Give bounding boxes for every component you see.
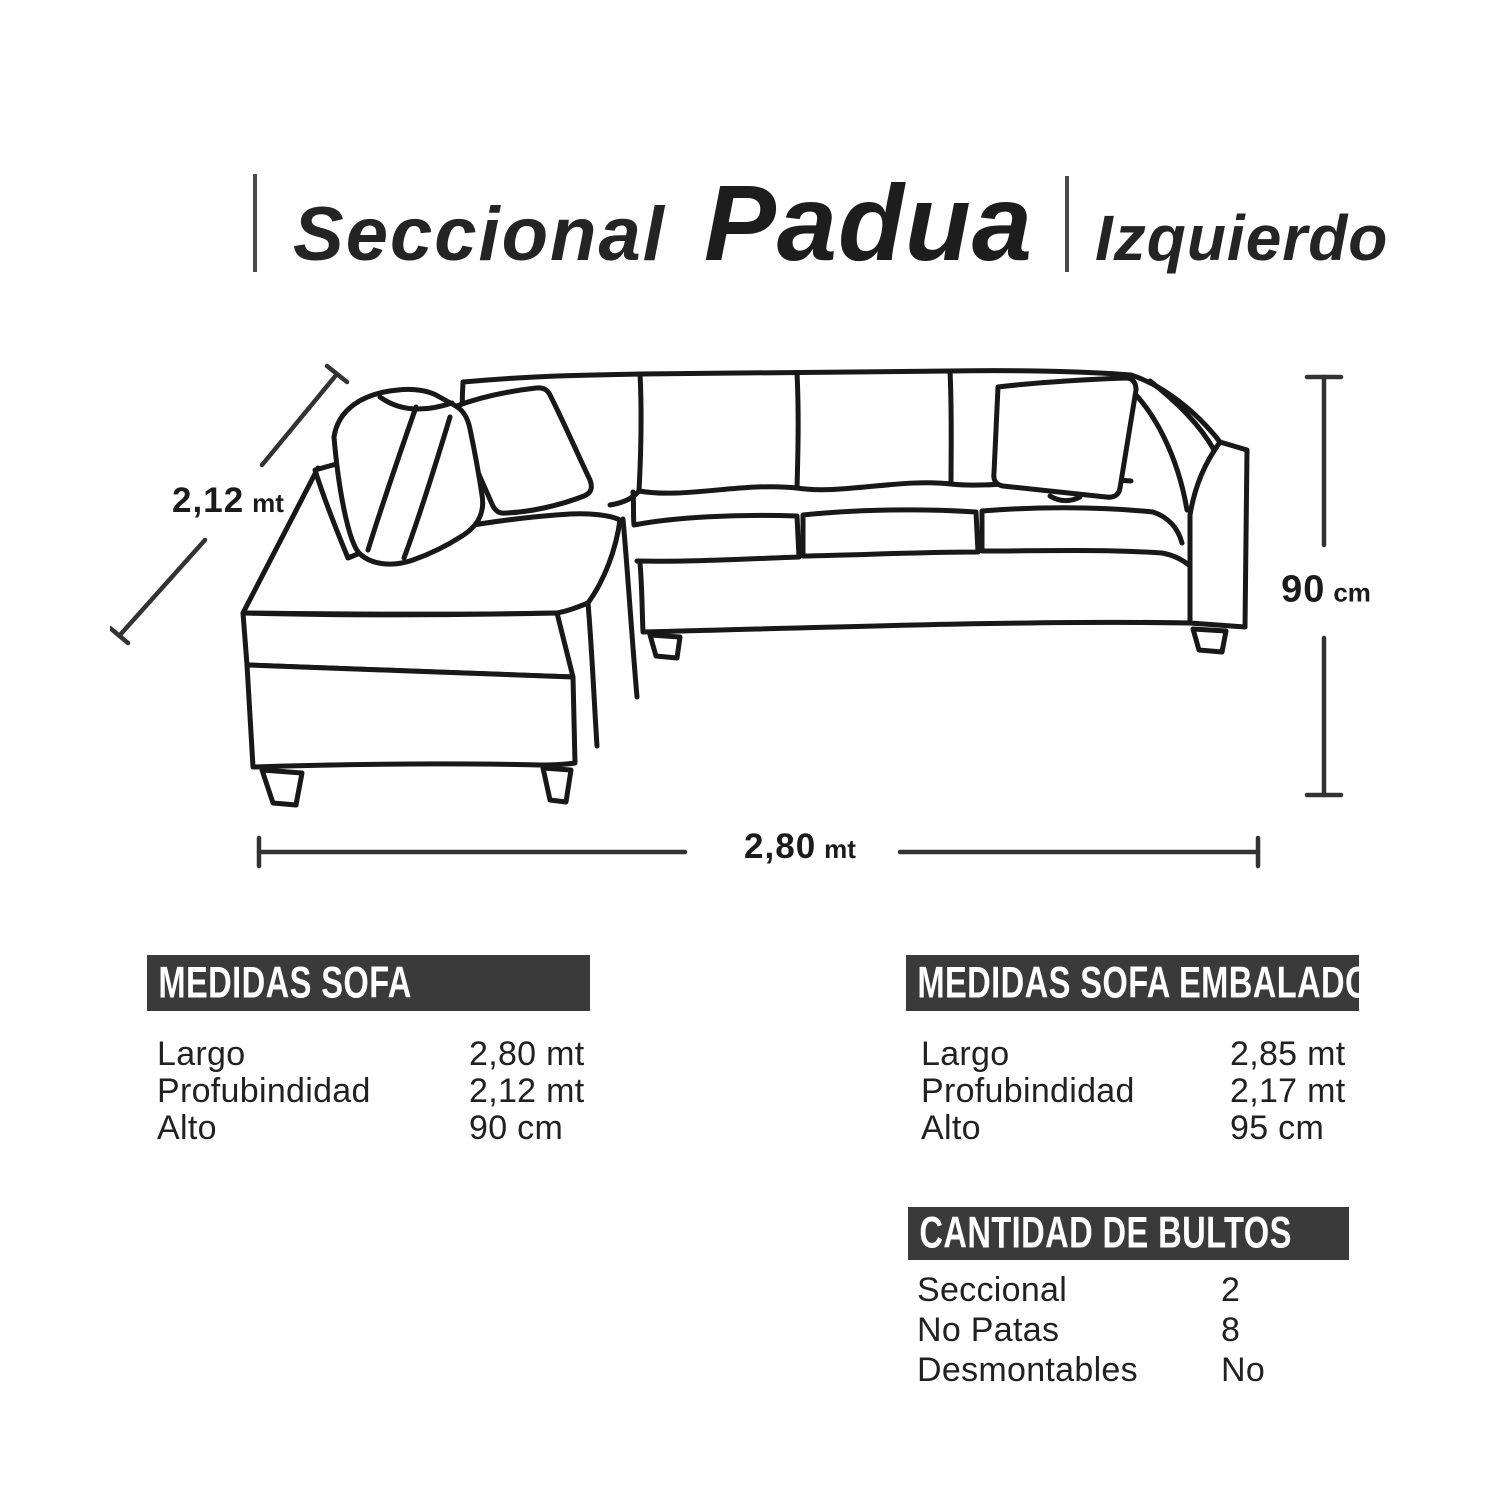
spec-row (157, 1110, 597, 1147)
spec-label: Seccional (917, 1271, 1068, 1309)
table-header-label: CANTIDAD DE BULTOS (919, 1208, 1292, 1258)
table-cantidad-bultos (917, 1270, 1357, 1390)
spec-value: 95 cm (1230, 1109, 1325, 1147)
spec-label: Largo (921, 1035, 1010, 1073)
seat-cushion-2 (803, 510, 978, 556)
sofa-mid-leg (650, 635, 680, 658)
title-series: Seccional (293, 192, 666, 277)
chaise-right-leg (543, 768, 571, 802)
seat-cushion-1 (633, 492, 799, 561)
spec-row (921, 1036, 1361, 1073)
spec-row (921, 1073, 1361, 1110)
chaise-section (243, 388, 620, 805)
table-medidas-embalado (921, 1036, 1361, 1147)
table-header-medidas-embalado (906, 955, 1371, 1011)
spec-label: Profubindidad (921, 1072, 1135, 1110)
seat-cushion-3 (982, 508, 1190, 566)
spec-row (917, 1350, 1357, 1390)
dim-height-label: 90 cm (1281, 568, 1371, 611)
table-header-label: MEDIDAS SOFA EMBALADO (917, 957, 1371, 1008)
spec-value: No (1221, 1351, 1266, 1389)
spec-row (157, 1073, 597, 1110)
spec-value: 90 cm (469, 1109, 564, 1147)
spec-value: 2 (1221, 1271, 1241, 1309)
chaise-left-leg (262, 770, 302, 805)
chaise-rear-right-edge (588, 603, 597, 746)
spec-label: Desmontables (917, 1351, 1138, 1389)
title-bar (253, 160, 1389, 283)
dim-width-label: 2,80 mt (744, 827, 856, 866)
sofa-diagram (110, 355, 1371, 870)
title-left-rule (253, 174, 257, 272)
right-pillow-fold (1050, 496, 1080, 501)
spec-label: No Patas (917, 1311, 1060, 1349)
spec-label: Largo (157, 1035, 246, 1073)
dim-depth-label: 2,12 mt (172, 481, 284, 520)
spec-row (921, 1110, 1361, 1147)
table-header-label: MEDIDAS SOFA (158, 957, 412, 1008)
title-variant: Izquierdo (1094, 202, 1389, 274)
spec-row (157, 1036, 597, 1073)
title-separator-rule (1065, 176, 1069, 272)
sofa-right-leg (1193, 629, 1226, 652)
bolster-cushion (334, 389, 483, 564)
spec-value: 2,85 mt (1230, 1035, 1346, 1073)
sofa-line-art (110, 355, 1350, 870)
chaise-base (247, 665, 575, 767)
table-header-cantidad-bultos (908, 1207, 1349, 1260)
sofa-skirt (640, 563, 1190, 632)
spec-label: Profubindidad (157, 1072, 371, 1110)
spec-value: 2,12 mt (469, 1072, 585, 1110)
spec-value: 2,80 mt (469, 1035, 585, 1073)
spec-row (917, 1310, 1357, 1350)
spec-value: 2,17 mt (1230, 1072, 1346, 1110)
spec-row (917, 1270, 1357, 1310)
spec-label: Alto (157, 1109, 217, 1147)
right-throw-pillow (994, 378, 1136, 497)
spec-value: 8 (1221, 1311, 1241, 1349)
sofa-corner-seam (623, 519, 637, 697)
title-model-name: Padua (703, 162, 1033, 283)
table-medidas-sofa (157, 1036, 597, 1147)
right-arm-front (1190, 442, 1247, 627)
back-cushion-separators (639, 371, 951, 491)
table-header-medidas-sofa (147, 955, 590, 1011)
spec-label: Alto (921, 1109, 981, 1147)
